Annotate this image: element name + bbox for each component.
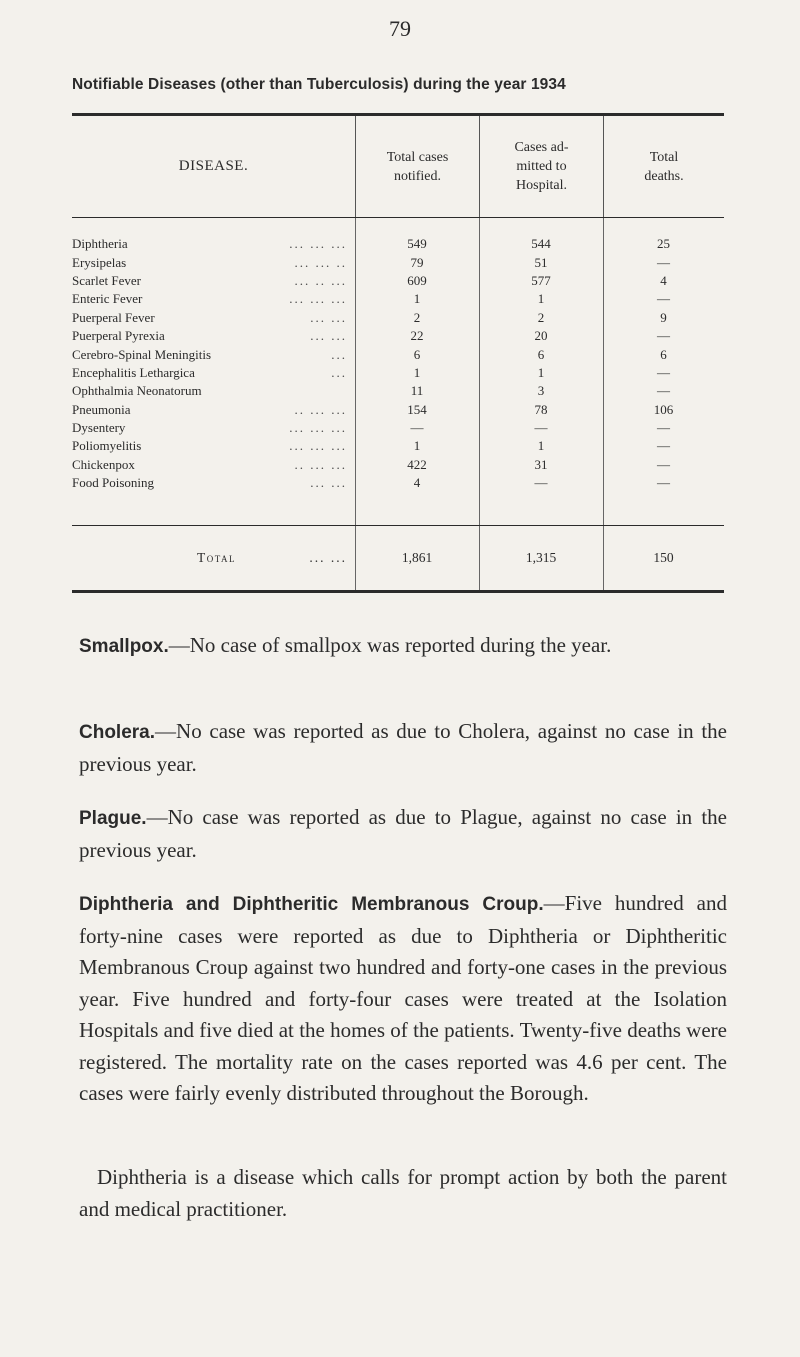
cell-notified: 422: [407, 456, 427, 472]
paragraph-text: —No case of smallpox was reported during the year.: [168, 633, 612, 657]
header-total-notified: Total cases notified.: [355, 116, 479, 217]
table-row: [72, 419, 724, 437]
column-divider: [355, 526, 356, 590]
cell-notified: 1: [413, 364, 421, 380]
leader-dots: ... ...: [310, 309, 347, 325]
table-row: [72, 401, 724, 419]
disease-name: Diphtheria: [72, 236, 128, 252]
paragraph-heading: Smallpox.: [79, 636, 169, 657]
disease-name: Dysentery: [72, 420, 126, 436]
disease-name: Encephalitis Lethargica: [72, 364, 195, 380]
cell-hospital: —: [534, 420, 548, 436]
paragraph-cholera: [79, 716, 727, 780]
cell-notified: 1: [413, 291, 421, 307]
table-row: [72, 437, 724, 455]
paragraph-plague: [79, 802, 727, 866]
cell-hospital: 544: [531, 236, 551, 252]
cell-deaths: 25: [657, 236, 670, 252]
leader-dots: ...: [331, 364, 347, 380]
leader-dots: ... ... ..: [294, 254, 347, 270]
cell-deaths: —: [657, 438, 670, 454]
paragraph-text: Diphtheria is a disease which calls for prompt action by both the parent and medical practitioner.: [79, 1165, 727, 1221]
header-disease: DISEASE.: [178, 158, 249, 174]
leader-dots: ... ...: [310, 328, 347, 344]
cell-hospital: 2: [537, 309, 545, 325]
cell-deaths: —: [657, 254, 670, 270]
disease-name: Erysipelas: [72, 254, 127, 270]
table-header-row: [72, 116, 724, 217]
column-divider: [479, 218, 480, 525]
table-row: [72, 474, 724, 492]
cell-notified: 2: [413, 309, 421, 325]
leader-dots: ... ... ...: [289, 291, 347, 307]
cell-hospital: 1: [537, 364, 545, 380]
leader-dots: ... .. ...: [294, 272, 347, 288]
leader-dots: ... ... ...: [289, 236, 347, 252]
disease-name: Enteric Fever: [72, 291, 143, 307]
leader-dots: ... ...: [309, 550, 347, 565]
cell-deaths: —: [657, 420, 670, 436]
header-total-deaths: Total deaths.: [603, 116, 724, 217]
table-row: [72, 309, 724, 327]
cell-hospital: 3: [537, 383, 545, 399]
page-number: 79: [389, 16, 411, 41]
cell-notified: 549: [407, 236, 427, 252]
table-row: [72, 327, 724, 345]
cell-hospital: 31: [534, 456, 548, 472]
cell-deaths: 9: [660, 309, 667, 325]
cell-notified: 6: [413, 346, 421, 362]
column-divider: [479, 526, 480, 590]
cell-hospital: 51: [534, 254, 548, 270]
cell-deaths: 6: [660, 346, 667, 362]
cell-hospital: 78: [534, 401, 548, 417]
leader-dots: .. ... ...: [294, 456, 347, 472]
cell-hospital: 1: [537, 291, 545, 307]
disease-name: Puerperal Pyrexia: [72, 328, 165, 344]
cell-deaths: —: [657, 456, 670, 472]
disease-name: Scarlet Fever: [72, 272, 141, 288]
paragraph-text: —Five hundred and forty-nine cases were reported as due to Diphtheria or Diphtheritic Membranous Croup against two hundred and forty-one cases in the previous year. Five hundred and forty-four cases were treated at the Isolation Hospitals and five died at the homes of the patients. Twenty-five deaths were registered. The mortality rate on the cases reported was 4.6 per cent. The cases were fairly evenly distributed throughout the Borough.: [79, 891, 727, 1105]
disease-name: Puerperal Fever: [72, 309, 155, 325]
total-deaths: 150: [653, 550, 674, 565]
column-divider: [355, 218, 356, 525]
cell-notified: —: [410, 420, 424, 436]
disease-name: Poliomyelitis: [72, 438, 142, 454]
cell-notified: 4: [413, 475, 421, 491]
paragraph-heading: Cholera.: [79, 722, 156, 743]
table-bottom-rule: [72, 590, 724, 593]
leader-dots: ... ... ...: [289, 438, 347, 454]
cell-notified: 22: [410, 328, 424, 344]
cell-deaths: —: [657, 291, 670, 307]
cell-deaths: —: [657, 475, 670, 491]
cell-notified: 609: [407, 272, 427, 288]
paragraph-diphtheria-note: [79, 1162, 727, 1225]
table-title: Notifiable Diseases (other than Tuberculosis) during the year 1934: [72, 76, 566, 93]
cell-hospital: —: [534, 475, 548, 491]
cell-deaths: 4: [660, 272, 667, 288]
total-label: Total: [197, 550, 237, 565]
paragraph-text: —No case was reported as due to Plague, against no case in the previous year.: [79, 805, 727, 862]
header-admitted-hospital: Cases ad- mitted to Hospital.: [479, 116, 603, 217]
cell-hospital: 1: [537, 438, 545, 454]
disease-name: Food Poisoning: [72, 475, 154, 491]
cell-deaths: —: [657, 364, 670, 380]
table-row: [72, 272, 724, 290]
leader-dots: .. ... ...: [294, 401, 347, 417]
paragraph-smallpox: [79, 630, 727, 663]
table-row: [72, 345, 724, 363]
cell-notified: 11: [410, 383, 424, 399]
table-row: [72, 382, 724, 400]
column-divider: [603, 218, 604, 525]
cell-deaths: —: [657, 328, 670, 344]
disease-name: Chickenpox: [72, 456, 135, 472]
total-hospital: 1,315: [525, 550, 557, 565]
paragraph-heading: Diphtheria and Diphtheritic Membranous Croup.: [79, 894, 544, 915]
table-row: [72, 456, 724, 474]
leader-dots: ...: [331, 346, 347, 362]
disease-name: Ophthalmia Neonatorum: [72, 383, 202, 399]
cell-hospital: 20: [534, 328, 548, 344]
total-notified: 1,861: [401, 550, 433, 565]
cell-hospital: 577: [531, 272, 551, 288]
table-row: [72, 364, 724, 382]
cell-notified: 1: [413, 438, 421, 454]
cell-hospital: 6: [537, 346, 545, 362]
table-body: [72, 218, 724, 525]
cell-notified: 79: [410, 254, 424, 270]
disease-table: [72, 113, 724, 593]
table-row: [72, 290, 724, 308]
disease-name: Cerebro-Spinal Meningitis: [72, 346, 212, 362]
leader-dots: ... ...: [310, 475, 347, 491]
paragraph-diphtheria: [79, 888, 727, 1110]
cell-notified: 154: [407, 401, 427, 417]
paragraph-text: —No case was reported as due to Cholera, against no case in the previous year.: [79, 719, 727, 776]
table-row: [72, 235, 724, 253]
cell-deaths: 106: [653, 401, 674, 417]
leader-dots: ... ... ...: [289, 420, 347, 436]
total-row: [72, 526, 724, 590]
paragraph-heading: Plague.: [79, 808, 147, 829]
table-row: [72, 253, 724, 271]
cell-deaths: —: [657, 383, 670, 399]
disease-name: Pneumonia: [72, 401, 131, 417]
column-divider: [603, 526, 604, 590]
